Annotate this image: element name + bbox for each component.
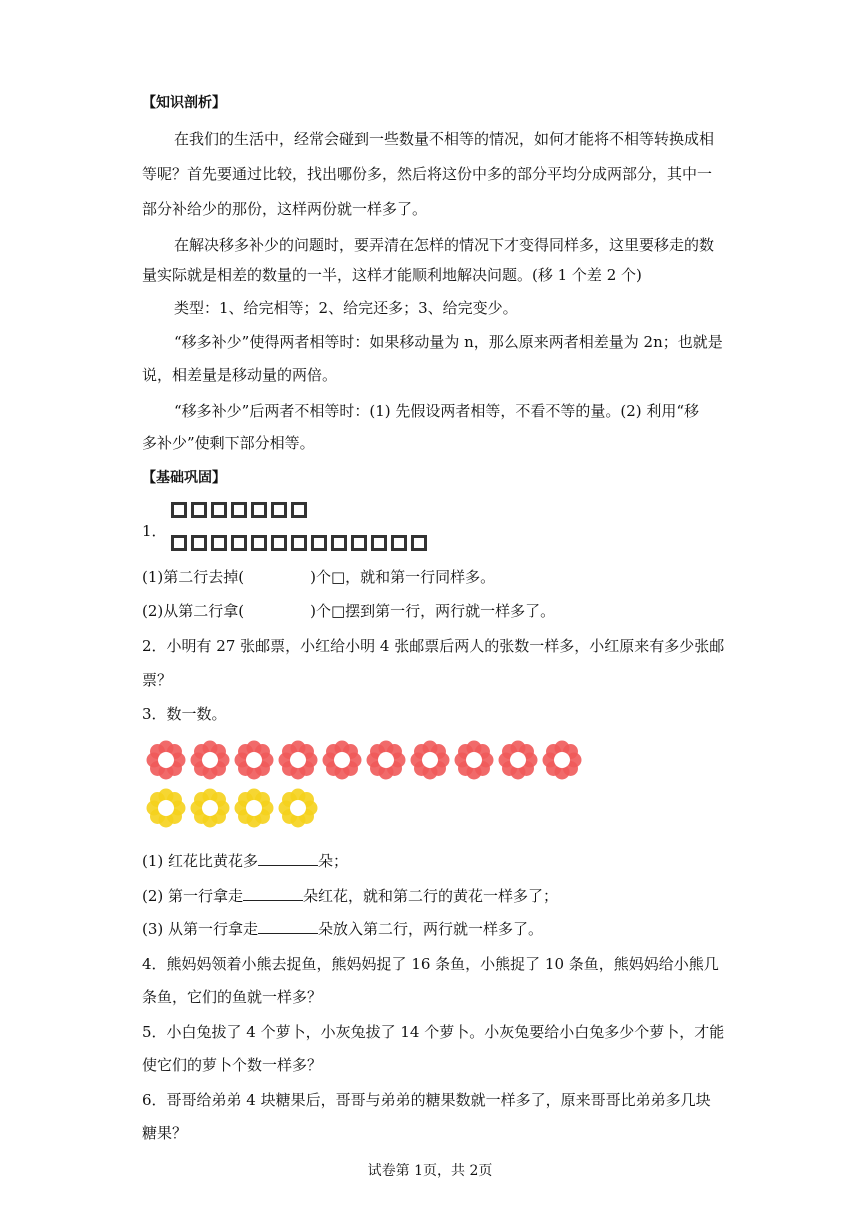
question-5-line: 5．小白兔拔了 4 个萝卜，小灰兔拔了 14 个萝卜。小灰兔要给小白兔多少个萝卜，才能 xyxy=(142,1023,725,1041)
paragraph-line: 在我们的生活中，经常会碰到一些数量不相等的情况，如何才能将不相等转换成相 xyxy=(174,130,715,148)
square-icon xyxy=(191,535,207,551)
red-flower-icon xyxy=(454,740,494,780)
paragraph-line: “移多补少”后两者不相等时：(1) 先假设两者相等，不看不等的量。(2) 利用“移 xyxy=(174,402,700,420)
question-5-line: 使它们的萝卜个数一样多？ xyxy=(142,1056,323,1074)
q3c-suffix: 朵放入第二行，两行就一样多了。 xyxy=(318,920,544,938)
question-6-line: 6．哥哥给弟弟 4 块糖果后，哥哥与弟弟的糖果数就一样多了，原来哥哥比弟弟多几块 xyxy=(142,1091,711,1109)
section-title-knowledge: 【知识剖析】 xyxy=(142,95,226,111)
question-3-part-1 xyxy=(142,849,348,872)
square-icon xyxy=(191,502,207,518)
question-4-line: 4．熊妈妈领着小熊去捉鱼，熊妈妈捉了 16 条鱼，小熊捉了 10 条鱼，熊妈妈给小熊几 xyxy=(142,955,719,973)
q1a-prefix: (1)第二行去掉( xyxy=(142,568,245,586)
square-icon xyxy=(171,502,187,518)
q3a-prefix: (1) 红花比黄花多 xyxy=(142,852,259,870)
question-6-line: 糖果？ xyxy=(142,1124,188,1142)
red-flower-icon xyxy=(410,740,450,780)
q1a-suffix: )个□，就和第一行同样多。 xyxy=(310,568,496,586)
red-flower-icon xyxy=(278,740,318,780)
question-3-part-3 xyxy=(142,917,543,940)
square-icon xyxy=(411,535,427,551)
answer-underline[interactable] xyxy=(258,849,318,866)
paragraph-line: “移多补少”使得两者相等时：如果移动量为 n，那么原来两者相差量为 2n；也就是 xyxy=(174,333,723,351)
paragraph-line: 量实际就是相差的数量的一半，这样才能顺利地解决问题。(移 1 个差 2 个) xyxy=(142,266,642,284)
q3a-suffix: 朵； xyxy=(318,852,349,870)
yellow-flower-icon xyxy=(278,788,318,828)
yellow-flower-icon xyxy=(234,788,274,828)
q3b-suffix: 朵红花，就和第二行的黄花一样多了； xyxy=(303,887,559,905)
red-flower-icon xyxy=(498,740,538,780)
square-icon xyxy=(351,535,367,551)
page-footer: 试卷第 1页，共 2页 xyxy=(367,1163,493,1179)
red-flower-icon xyxy=(146,740,186,780)
square-icon xyxy=(171,535,187,551)
yellow-flower-icon xyxy=(146,788,186,828)
paragraph-line: 部分补给少的那份，这样两份就一样多了。 xyxy=(142,200,428,218)
square-icon xyxy=(291,502,307,518)
square-icon xyxy=(211,535,227,551)
square-icon xyxy=(251,502,267,518)
square-icon xyxy=(391,535,407,551)
yellow-flower-icon xyxy=(190,788,230,828)
square-icon xyxy=(311,535,327,551)
red-flower-row xyxy=(146,740,582,780)
square-row-2 xyxy=(171,535,427,551)
paragraph-line: 多补少”使剩下部分相等。 xyxy=(142,434,315,452)
square-icon xyxy=(211,502,227,518)
square-icon xyxy=(331,535,347,551)
question-3-part-2 xyxy=(142,884,558,907)
q1b-prefix: (2)从第二行拿( xyxy=(142,602,245,620)
question-4-line: 条鱼，它们的鱼就一样多？ xyxy=(142,988,323,1006)
section-title-basic: 【基础巩固】 xyxy=(142,470,226,486)
square-icon xyxy=(251,535,267,551)
red-flower-icon xyxy=(366,740,406,780)
red-flower-icon xyxy=(322,740,362,780)
red-flower-icon xyxy=(234,740,274,780)
square-row-1 xyxy=(171,502,307,518)
square-icon xyxy=(371,535,387,551)
question-3-title: 3．数一数。 xyxy=(142,705,227,723)
square-icon xyxy=(291,535,307,551)
question-1-part-2 xyxy=(142,600,555,622)
answer-underline[interactable] xyxy=(258,917,318,934)
square-icon xyxy=(231,502,247,518)
square-icon xyxy=(271,535,287,551)
red-flower-icon xyxy=(190,740,230,780)
question-2-line: 票？ xyxy=(142,671,173,689)
q3c-prefix: (3) 从第一行拿走 xyxy=(142,920,259,938)
paragraph-line: 类型：1、给完相等；2、给完还多；3、给完变少。 xyxy=(174,299,518,317)
paragraph-line: 在解决移多补少的问题时，要弄清在怎样的情况下才变得同样多，这里要移走的数 xyxy=(174,236,715,254)
answer-underline[interactable] xyxy=(243,884,303,901)
q1b-suffix: )个□摆到第一行，两行就一样多了。 xyxy=(310,602,556,620)
question-1-part-1 xyxy=(142,566,495,588)
red-flower-icon xyxy=(542,740,582,780)
q3b-prefix: (2) 第一行拿走 xyxy=(142,887,244,905)
yellow-flower-row xyxy=(146,788,318,828)
paragraph-line: 说，相差量是移动量的两倍。 xyxy=(142,366,338,384)
square-icon xyxy=(271,502,287,518)
paragraph-line: 等呢？首先要通过比较，找出哪份多，然后将这份中多的部分平均分成两部分，其中一 xyxy=(142,165,713,183)
square-icon xyxy=(231,535,247,551)
question-2-line: 2．小明有 27 张邮票，小红给小明 4 张邮票后两人的张数一样多，小红原来有多少张邮 xyxy=(142,637,725,655)
question-1-number: 1． xyxy=(142,522,167,540)
